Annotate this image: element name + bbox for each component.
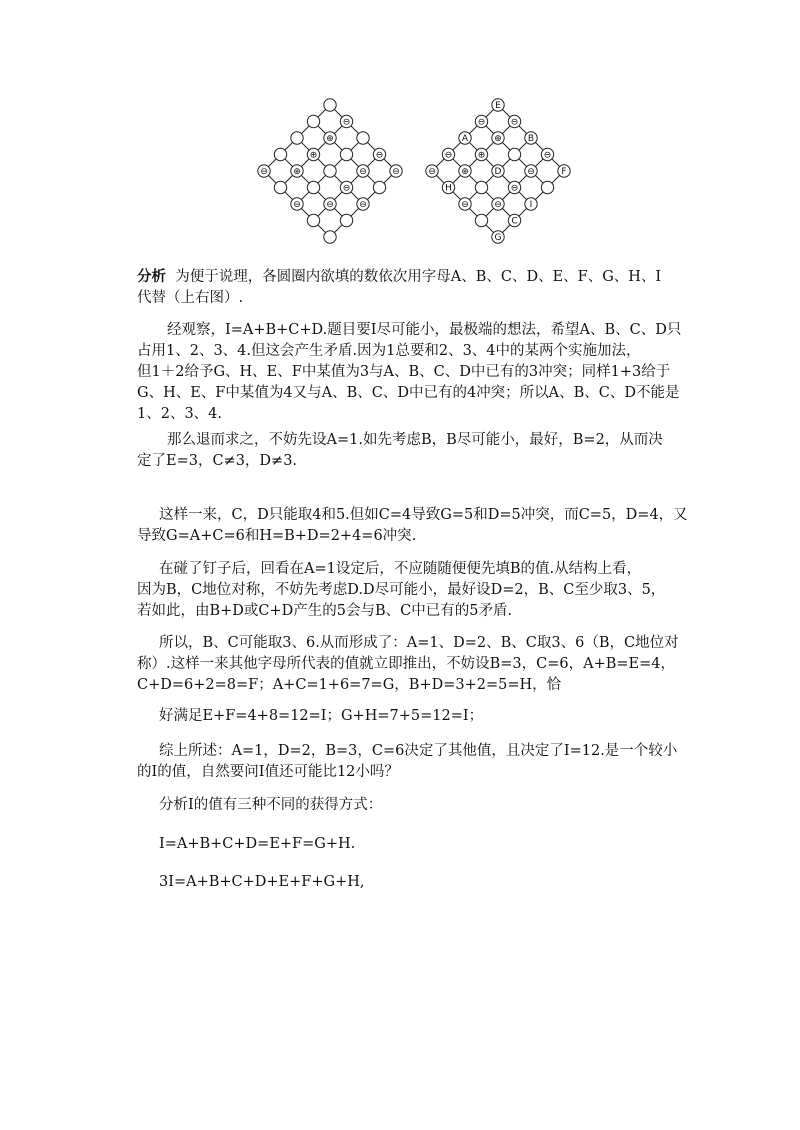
p3-line-2: 定了E=3，C≠3，D≠3. [137, 453, 298, 469]
right-node-label: ⊖ [510, 117, 519, 128]
right-lattice-labeled [426, 99, 570, 243]
right-node-label: I [529, 200, 533, 211]
right-node-label: ⊕ [461, 167, 469, 178]
p1-line-1: 为便于说理，各圆圈内欲填的数依次用字母A、B、C、D、E、F、G、H、I [175, 269, 662, 285]
left-node [291, 132, 303, 144]
paragraph-10 [159, 834, 355, 855]
left-node-label: ⊖ [359, 167, 367, 178]
paragraph-11 [159, 872, 364, 893]
right-node-label: ⊖ [477, 117, 486, 128]
p2-line-4: G、H、E、F中某值为4又与A、B、C、D中已有的4冲突；所以A、B、C、D不能是 [137, 385, 680, 401]
left-node-label: ⊕ [309, 150, 318, 161]
paragraph-1 [137, 267, 661, 309]
left-node [274, 148, 286, 160]
left-node [324, 231, 336, 243]
left-node [324, 99, 336, 111]
left-node-label: ⊖ [260, 167, 268, 178]
p2-line-1: 经观察，I=A+B+C+D.题目要I尽可能小，最极端的想法，希望A、B、C、D只 [167, 322, 682, 338]
left-node [324, 165, 336, 177]
left-node [340, 214, 352, 226]
right-node-label: B [527, 134, 535, 145]
right-node [541, 181, 553, 193]
paragraph-2 [137, 320, 681, 425]
right-node [475, 181, 487, 193]
p9-line: 分析I的值有三种不同的获得方式： [159, 797, 383, 813]
right-node-label: ⊕ [477, 150, 486, 161]
p5-line-3: 若如此，由B+D或C+D产生的5会与B、C中已有的5矛盾. [137, 603, 513, 619]
paragraph-4 [137, 505, 688, 547]
right-node-label: E [495, 101, 501, 112]
left-node [357, 132, 369, 144]
left-node [307, 115, 319, 127]
p8-line-2: 的I的值，自然要问I值还可能比12小吗？ [137, 764, 399, 780]
left-node [274, 181, 286, 193]
right-node-label: F [561, 167, 567, 178]
p2-line-3: 但1＋2给予G、H、E、F中某值为3与A、B、C、D中已有的3冲突；同样1+3给于 [137, 364, 671, 380]
right-node-label: ⊖ [494, 200, 502, 211]
left-node-label: ⊕ [326, 134, 334, 145]
p11-line: 3I=A+B+C+D+E+F+G+H, [159, 874, 365, 890]
right-node-label: D [494, 167, 502, 178]
left-node-label: ⊕ [293, 167, 301, 178]
left-node-label: ⊖ [342, 117, 351, 128]
left-node-label: ⊖ [392, 167, 400, 178]
right-node-label: ⊖ [543, 150, 552, 161]
p1-line-2: 代替（上右图）. [137, 290, 244, 306]
p8-line-1: 综上所述：A=1，D=2，B=3，C=6决定了其他值，且决定了I=12.是一个较小 [159, 743, 678, 759]
paragraph-9 [159, 795, 382, 816]
p6-line-2: 称）.这样一来其他字母所代表的值就立即推出，不妨设B=3，C=6，A+B=E=4， [137, 656, 675, 672]
p5-line-1: 在碰了钉子后，回看在A=1设定后，不应随随便便先填B的值.从结构上看， [159, 561, 642, 577]
paragraph-3 [137, 430, 663, 472]
paragraph-5 [137, 559, 665, 622]
left-node [373, 181, 385, 193]
left-lattice [258, 99, 402, 243]
paragraph-7 [159, 706, 483, 727]
left-node [307, 214, 319, 226]
left-node [340, 148, 352, 160]
right-node [475, 214, 487, 226]
right-node-label: ⊖ [444, 150, 453, 161]
p6-line-3: C+D=6+2=8=F；A+C=1+6=7=G，B+D=3+2=5=H，恰 [137, 677, 562, 693]
left-node-label: ⊖ [342, 183, 351, 194]
right-node-label: C [511, 216, 518, 227]
analysis-label: 分析 [137, 269, 166, 285]
p10-line: I=A+B+C+D=E+F=G+H. [159, 836, 356, 852]
right-node-label: ⊖ [461, 200, 469, 211]
paragraph-8 [137, 741, 677, 783]
right-node-label: ⊖ [527, 167, 535, 178]
p2-line-2: 占用1、2、3、4.但这会产生矛盾.因为1总要和2、3、4中的某两个实施加法， [137, 343, 641, 359]
left-node-label: ⊖ [359, 200, 367, 211]
p4-line-2: 导致G=A+C=6和H=B+D=2+4=6冲突. [137, 528, 417, 544]
paragraph-6 [137, 633, 679, 696]
right-node-label: H [445, 183, 452, 194]
lattice-diagram [250, 95, 580, 255]
p3-line-1: 那么退而求之，不妨先设A=1.如先考虑B，B尽可能小，最好，B=2，从而决 [167, 432, 663, 448]
right-node [508, 148, 520, 160]
p2-line-5: 1、2、3、4. [137, 406, 223, 422]
right-node-label: G [494, 233, 502, 244]
p4-line-1: 这样一来，C，D只能取4和5.但如C=4导致G=5和D=5冲突，而C=5，D=4，又 [159, 507, 688, 523]
left-node-label: ⊖ [375, 150, 384, 161]
left-node [307, 181, 319, 193]
right-node-label: ⊖ [428, 167, 436, 178]
right-node-label: ⊖ [510, 183, 519, 194]
p6-line-1: 所以，B、C可能取3、6.从而形成了：A=1、D=2、B、C取3、6（B，C地位对 [159, 635, 679, 651]
p5-line-2: 因为B，C地位对称，不妨先考虑D.D尽可能小，最好设D=2，B、C至少取3、5， [137, 582, 666, 598]
right-node-label: ⊕ [494, 134, 502, 145]
left-node-label: ⊖ [326, 200, 334, 211]
p7-line: 好满足E+F=4+8=12=I；G+H=7+5=12=I； [159, 708, 484, 724]
left-node-label: ⊖ [293, 200, 301, 211]
right-node-label: A [461, 134, 469, 145]
